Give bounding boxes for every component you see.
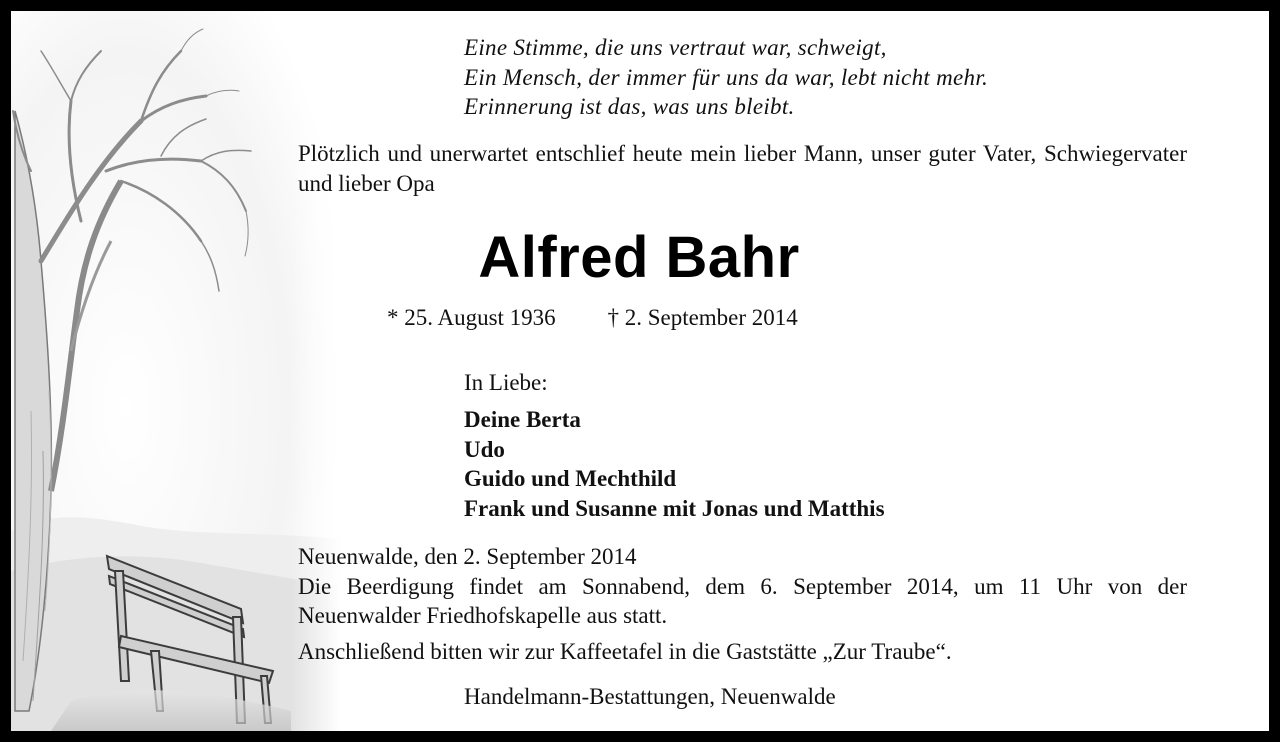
funeral-details [298,542,1187,666]
place-date: Neuenwalde, den 2. September 2014 [298,544,637,569]
birth-date: * 25. August 1936 [387,305,556,330]
deceased-name-text: Alfred Bahr [478,225,800,290]
mourner-name: Udo [464,436,505,462]
mourners-list [464,405,885,523]
mourners-label: In Liebe: [464,370,548,395]
coffee-note: Anschließend bitten wir zur Kaffeetafel in die Gaststätte „Zur Traube“. [298,638,952,664]
poem-line: Eine Stimme, die uns vertraut war, schweigt, [464,35,887,60]
mourner-name: Deine Berta [464,407,581,432]
deceased-name [11,223,1269,293]
poem [464,33,988,122]
funeral-info: Die Beerdigung findet am Sonnabend, dem 6. September 2014, um 11 Uhr von der Neuenwalder Friedhofskapelle aus statt. [298,573,1187,628]
poem-line: Ein Mensch, der immer für uns da war, lebt nicht mehr. [464,64,989,90]
mourner-name: Guido und Mechthild [464,466,677,491]
mourner-name: Frank und Susanne mit Jonas und Matthis [464,495,885,521]
death-date: † 2. September 2014 [607,305,798,330]
intro-text: Plötzlich und unerwartet entschlief heute mein lieber Mann, unser guter Vater, Schwiegervater und lieber Opa [298,141,1187,196]
tree-and-bench-illustration [11,11,341,731]
funeral-home: Handelmann-Bestattungen, Neuenwalde [464,684,836,709]
life-dates [387,303,798,333]
poem-line: Erinnerung ist das, was uns bleibt. [464,94,795,119]
